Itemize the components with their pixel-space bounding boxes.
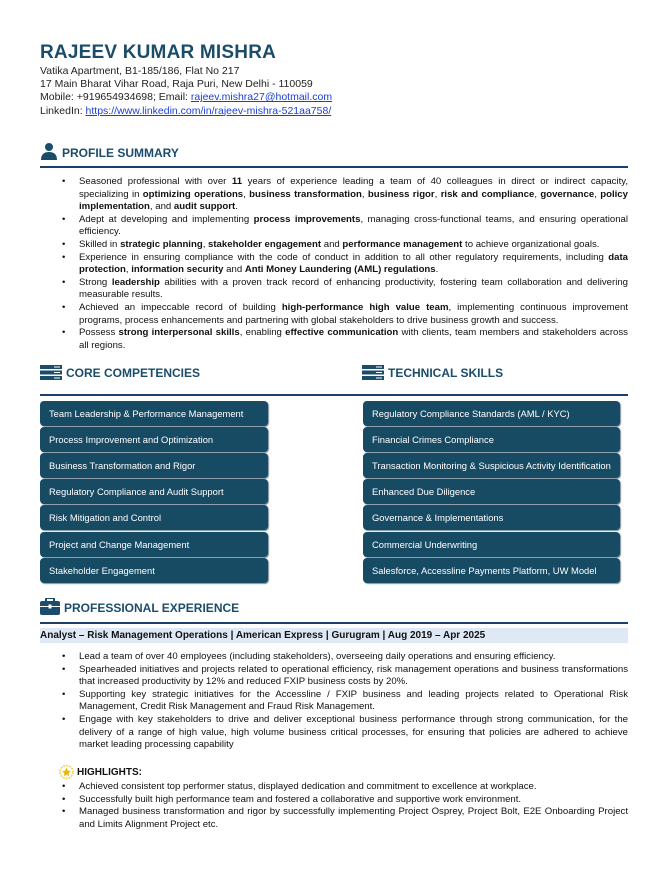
text: Adept at developing and implementing (79, 213, 254, 225)
skill-box: Transaction Monitoring & Suspicious Activity Identification (363, 453, 620, 478)
text: Possess (79, 327, 119, 339)
linkedin-line (40, 105, 332, 118)
text: Achieved an impeccable record of building (79, 301, 282, 313)
text: Experience in ensuring compliance with the code of conduct in addition to all other regulatory requirements, including (79, 251, 609, 263)
bold-text: strategic planning (120, 238, 203, 250)
text: and (223, 264, 245, 276)
competency-box: Business Transformation and Rigor (40, 453, 268, 478)
text: Managed business transformation and rigor by successfully implementing Project Osprey, Project Bolt, E2E Onboarding Project and Limits Alignment Project etc. (79, 806, 628, 830)
bullet-item (62, 214, 628, 239)
bullet-item (62, 239, 628, 252)
bold-text: optimizing operations (142, 188, 244, 200)
text: , managing cross-functional teams, and ensuring operational efficiency. (79, 213, 628, 238)
bold-text: business transformation (249, 188, 362, 200)
text: . (235, 201, 238, 213)
text: Strong (79, 276, 112, 288)
candidate-name: RAJEEV KUMAR MISHRA (40, 42, 277, 63)
linkedin-link[interactable]: https://www.linkedin.com/in/rajeev-mishra-521aa758/ (85, 104, 332, 117)
profile-summary-heading (40, 142, 179, 160)
bullet-item (62, 664, 628, 689)
text: , (243, 188, 250, 200)
competency-box: Project and Change Management (40, 532, 268, 557)
skill-box: Commercial Underwriting (363, 532, 620, 557)
text: abilities with a proven track record of enhancing productivity, fostering team collaboration and delivering measurable results. (79, 276, 629, 301)
bullet-item (62, 689, 628, 714)
briefcase-icon (40, 598, 60, 615)
bold-text: strong interpersonal skills (118, 327, 240, 339)
bullet-item (62, 176, 628, 214)
bullet-item (62, 806, 628, 831)
text: , (125, 264, 132, 276)
bold-text: leadership (111, 276, 160, 288)
text: Skilled in (79, 238, 121, 250)
mobile-email-line (40, 91, 332, 104)
bold-text: high-performance high value team (281, 301, 449, 313)
professional-experience-heading (40, 598, 239, 615)
technical-skills-heading (362, 365, 503, 380)
skill-box: Financial Crimes Compliance (363, 427, 620, 452)
text: . (435, 264, 439, 276)
bold-text: performance management (342, 238, 463, 250)
star-badge-icon (58, 765, 75, 780)
text: Lead a team of over 40 employees (including stakeholders), overseeing daily operations and ensuring efficiency. (79, 651, 556, 662)
skill-box: Enhanced Due Diligence (363, 479, 620, 504)
bold-text: stakeholder engagement (208, 238, 322, 250)
divider (40, 394, 628, 396)
server-stack-icon (362, 365, 384, 380)
experience-bullets (62, 651, 628, 752)
text: Engage with key stakeholders to drive and deliver exceptional business performance through strong communication, for the delivery of a range of high value, high volume business critical processes, for ensuring that policies are adhered to achieve market leading processing capability (79, 713, 628, 751)
skill-box: Salesforce, Accessline Payments Platform, UW Model (363, 558, 620, 583)
divider (40, 166, 628, 168)
bold-text: business rigor (367, 188, 435, 200)
person-icon (40, 142, 58, 160)
contact-block (40, 65, 332, 118)
bold-text: 11 (231, 176, 243, 187)
competency-box: Regulatory Compliance and Audit Support (40, 479, 268, 504)
bold-text: risk and compliance (440, 188, 535, 200)
bullet-item (62, 651, 628, 664)
core-competencies-heading (40, 365, 200, 380)
text: , (534, 188, 541, 200)
address-line-2: 17 Main Bharat Vihar Road, Raja Puri, New Delhi - 110059 (40, 78, 313, 91)
competency-box: Stakeholder Engagement (40, 558, 268, 583)
linkedin-label: LinkedIn: (40, 104, 86, 117)
skill-box: Governance & Implementations (363, 505, 620, 530)
competency-box: Process Improvement and Optimization (40, 427, 268, 452)
mobile-label: Mobile: +919654934698; Email: (40, 91, 191, 104)
text: Seasoned professional with over (79, 176, 232, 187)
bullet-item (62, 781, 628, 794)
bullet-item (62, 252, 628, 277)
text: Spearheaded initiatives and projects related to operational efficiency, risk management operations and business transformations that increased productivity by 12% and reduced FXIP business costs by 20%. (79, 663, 628, 688)
bold-text: process improvements (253, 213, 361, 225)
job-title-bar: Analyst – Risk Management Operations | American Express | Gurugram | Aug 2019 – Apr 2025 (40, 628, 628, 643)
bullet-item (62, 277, 628, 302)
email-link[interactable]: rajeev.mishra27@hotmail.com (190, 91, 333, 104)
text: , implementing continuous improvement programs, process enhancements and partnering with global stakeholders to drive business growth and success. (79, 301, 628, 326)
section-title: TECHNICAL SKILLS (388, 366, 504, 380)
text: , (361, 188, 368, 200)
section-title: CORE COMPETENCIES (66, 366, 201, 380)
bold-text: information security (131, 264, 224, 276)
bold-text: Anti Money Laundering (AML) regulations (244, 264, 436, 276)
bullet-item (62, 714, 628, 752)
competency-box: Risk Mitigation and Control (40, 505, 268, 530)
section-title: PROFILE SUMMARY (62, 146, 179, 160)
text: Successfully built high performance team and fostered a collaborative and supportive work environment. (79, 793, 522, 805)
highlights-bullets (62, 781, 628, 831)
section-title: PROFESSIONAL EXPERIENCE (64, 601, 240, 615)
text: Achieved consistent top performer status, displayed dedication and commitment to excellence at workplace. (79, 781, 537, 792)
bold-text: effective communication (285, 327, 399, 339)
bold-text: governance (540, 188, 595, 200)
text: , enabling (239, 327, 286, 339)
server-stack-icon (40, 365, 62, 380)
bold-text: data protection (79, 251, 628, 276)
text: , (434, 188, 441, 200)
bold-text: audit support (173, 201, 236, 213)
text: and (321, 238, 343, 250)
text: , (202, 238, 209, 250)
profile-bullets (62, 176, 628, 352)
text: Supporting key strategic initiatives for the Accessline / FXIP business and leading projects related to Operational Risk Management, Credit Risk Management and Fraud Risk Management. (79, 688, 628, 713)
text: , (594, 188, 601, 200)
highlights-title: HIGHLIGHTS: (77, 767, 142, 778)
skill-box: Regulatory Compliance Standards (AML / KYC) (363, 401, 620, 426)
address-line-1: Vatika Apartment, B1-185/186, Flat No 217 (40, 65, 240, 77)
highlights-heading (58, 765, 142, 780)
divider (40, 622, 628, 624)
bullet-item (62, 794, 628, 807)
competency-box: Team Leadership & Performance Management (40, 401, 268, 426)
text: with clients, team members and stakeholders across all regions. (79, 327, 628, 351)
bullet-item (62, 302, 628, 327)
bold-text: policy implementation (79, 188, 628, 213)
text: years of experience leading a team of 40 colleagues in direct or indirect capacity, specializing in (79, 176, 629, 200)
bullet-item (62, 327, 628, 352)
text: to achieve organizational goals. (462, 238, 600, 250)
text: , and (149, 201, 174, 213)
